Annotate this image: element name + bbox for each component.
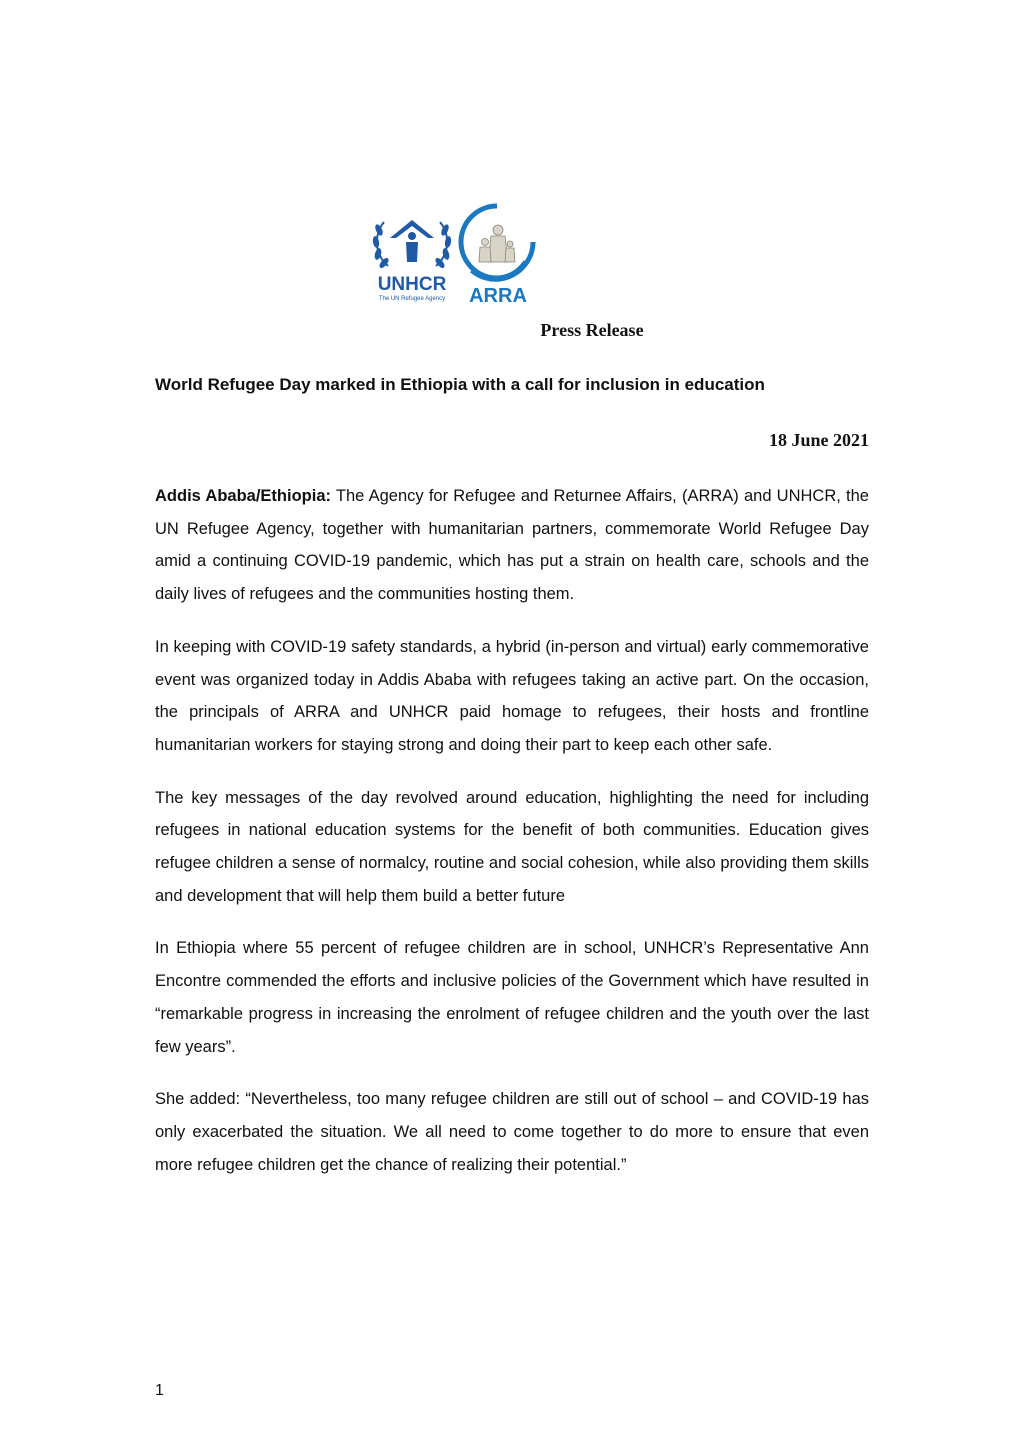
- paragraph: In Ethiopia where 55 percent of refugee children are in school, UNHCR’s Representative Ann Encontre commended the efforts and inclusive policies of the Government which have resulted in “remarkable progress in increasing the enrolment of refugee children and the youth over the last few years”.: [155, 939, 869, 1056]
- unhcr-logo: [370, 212, 454, 302]
- logo-group: [370, 200, 540, 306]
- unhcr-wordmark: UNHCR: [377, 274, 447, 295]
- paragraph: The key messages of the day revolved around education, highlighting the need for including refugees in national education systems for the benefit of both communities. Education gives refugee children a sense of normalcy, routine and social cohesion, while also providing them skills and development that will help them build a better future: [155, 788, 869, 905]
- arra-logo: [454, 200, 540, 306]
- headline: World Refugee Day marked in Ethiopia with a call for inclusion in education: [155, 375, 765, 394]
- paragraph: In keeping with COVID-19 safety standards, a hybrid (in-person and virtual) early commemorative event was organized today in Addis Ababa with refugees taking an active part. On the occasion, the principals of ARRA and UNHCR paid homage to refugees, their hosts and frontline humanitarian workers for staying strong and doing their part to keep each other safe.: [155, 637, 869, 754]
- body-text: [155, 480, 869, 1201]
- paragraph: [155, 480, 869, 611]
- dateline: Addis Ababa/Ethiopia:: [155, 487, 331, 505]
- document-type-label: Press Release: [540, 320, 644, 340]
- release-date: 18 June 2021: [768, 430, 869, 450]
- paragraph: She added: “Nevertheless, too many refugee children are still out of school – and COVID-19 has only exacerbated the situation. We all need to come together to do more to ensure that even more refugee children get the chance of realizing their potential.”: [155, 1090, 869, 1174]
- arra-wordmark: ARRA: [469, 285, 527, 306]
- unhcr-tagline: The UN Refugee Agency: [378, 296, 446, 302]
- paragraph-text: The Agency for Refugee and Returnee Affairs, (ARRA) and UNHCR, the UN Refugee Agency, together with humanitarian partners, commemorate World Refugee Day amid a continuing COVID-19 pandemic, which has put a strain on health care, schools and the daily lives of refugees and the communities hosting them.: [155, 487, 869, 604]
- page-number: 1: [155, 1382, 164, 1399]
